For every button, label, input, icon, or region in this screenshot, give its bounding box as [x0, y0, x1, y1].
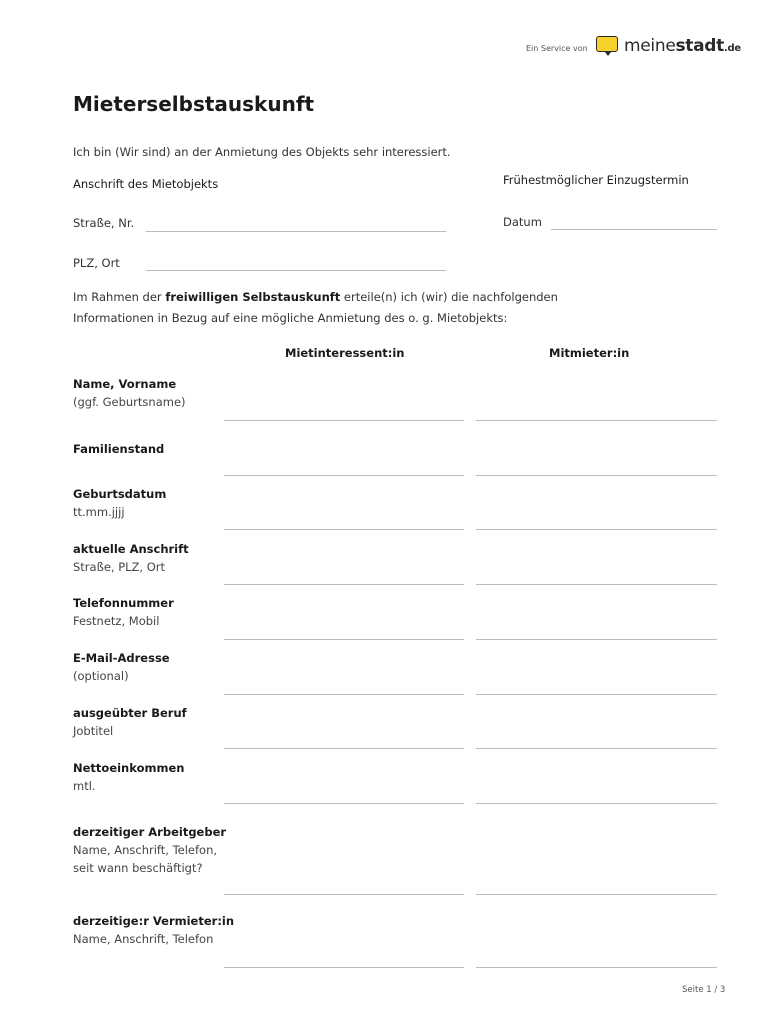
row-label-group	[73, 759, 184, 795]
brand-logo	[624, 36, 741, 56]
row-label-group	[73, 912, 234, 948]
movein-heading: Frühestmöglicher Einzugstermin	[503, 173, 689, 187]
row-label: Nettoeinkommen	[73, 761, 185, 775]
applicant-input-line[interactable]	[224, 529, 464, 530]
brand-tld: .de	[724, 43, 741, 54]
info-after: erteile(n) ich (wir) die nachfolgenden	[340, 290, 558, 304]
speech-bubble-icon	[596, 36, 618, 52]
row-label: aktuelle Anschrift	[73, 542, 189, 556]
row-sublabel: (optional)	[73, 669, 129, 683]
zip-input-line[interactable]	[146, 270, 446, 271]
row-sublabel: tt.mm.jjjj	[73, 505, 125, 519]
row-label: Geburtsdatum	[73, 487, 167, 501]
cotenant-input-line[interactable]	[476, 420, 717, 421]
applicant-input-line[interactable]	[224, 748, 464, 749]
applicant-input-line[interactable]	[224, 967, 464, 968]
date-input-line[interactable]	[551, 229, 717, 230]
zip-label: PLZ, Ort	[73, 256, 120, 270]
cotenant-input-line[interactable]	[476, 639, 717, 640]
cotenant-input-line[interactable]	[476, 803, 717, 804]
info-highlight: freiwilligen Selbstauskunft	[165, 290, 341, 304]
row-sublabel: Name, Anschrift, Telefon,	[73, 843, 218, 857]
address-heading: Anschrift des Mietobjekts	[73, 177, 219, 191]
row-sublabel: Name, Anschrift, Telefon	[73, 932, 214, 946]
street-input-line[interactable]	[146, 231, 446, 232]
column-header-cotenant: Mitmieter:in	[549, 346, 630, 360]
row-label-group	[73, 649, 170, 685]
row-sublabel: Jobtitel	[73, 724, 114, 738]
row-sublabel: mtl.	[73, 779, 96, 793]
row-label-group	[73, 440, 164, 458]
row-label: Familienstand	[73, 442, 165, 456]
row-label-group	[73, 375, 186, 411]
cotenant-input-line[interactable]	[476, 475, 717, 476]
service-label: Ein Service von	[526, 44, 588, 53]
row-sublabel: (ggf. Geburtsname)	[73, 395, 186, 409]
street-label: Straße, Nr.	[73, 216, 135, 230]
row-sublabel: Straße, PLZ, Ort	[73, 560, 166, 574]
cotenant-input-line[interactable]	[476, 894, 717, 895]
info-before: Im Rahmen der	[73, 290, 166, 304]
cotenant-input-line[interactable]	[476, 694, 717, 695]
row-sublabel: Festnetz, Mobil	[73, 614, 160, 628]
applicant-input-line[interactable]	[224, 420, 464, 421]
date-label: Datum	[503, 215, 542, 229]
row-label: Telefonnummer	[73, 596, 174, 610]
applicant-input-line[interactable]	[224, 584, 464, 585]
row-label-group	[73, 704, 187, 740]
applicant-input-line[interactable]	[224, 639, 464, 640]
intro-text: Ich bin (Wir sind) an der Anmietung des Objekts sehr interessiert.	[73, 145, 451, 159]
row-label: derzeitiger Arbeitgeber	[73, 825, 227, 839]
applicant-input-line[interactable]	[224, 694, 464, 695]
row-label-group	[73, 540, 189, 576]
cotenant-input-line[interactable]	[476, 748, 717, 749]
page-number: Seite 1 / 3	[682, 985, 726, 995]
row-label: derzeitige:r Vermieter:in	[73, 914, 235, 928]
column-header-applicant: Mietinteressent:in	[285, 346, 405, 360]
brand-part1: meine	[624, 36, 676, 56]
cotenant-input-line[interactable]	[476, 529, 717, 530]
row-label-group	[73, 594, 174, 630]
brand-part2: stadt	[675, 36, 724, 56]
applicant-input-line[interactable]	[224, 475, 464, 476]
row-label: ausgeübter Beruf	[73, 706, 187, 720]
applicant-input-line[interactable]	[224, 894, 464, 895]
row-label-group	[73, 823, 226, 877]
page-title: Mieterselbstauskunft	[73, 92, 315, 116]
info-line-1	[73, 290, 558, 304]
cotenant-input-line[interactable]	[476, 584, 717, 585]
applicant-input-line[interactable]	[224, 803, 464, 804]
row-sublabel-2: seit wann beschäftigt?	[73, 861, 203, 875]
cotenant-input-line[interactable]	[476, 967, 717, 968]
info-line-2: Informationen in Bezug auf eine mögliche Anmietung des o. g. Mietobjekts:	[73, 311, 508, 325]
row-label-group	[73, 485, 166, 521]
row-label: Name, Vorname	[73, 377, 177, 391]
row-label: E-Mail-Adresse	[73, 651, 170, 665]
